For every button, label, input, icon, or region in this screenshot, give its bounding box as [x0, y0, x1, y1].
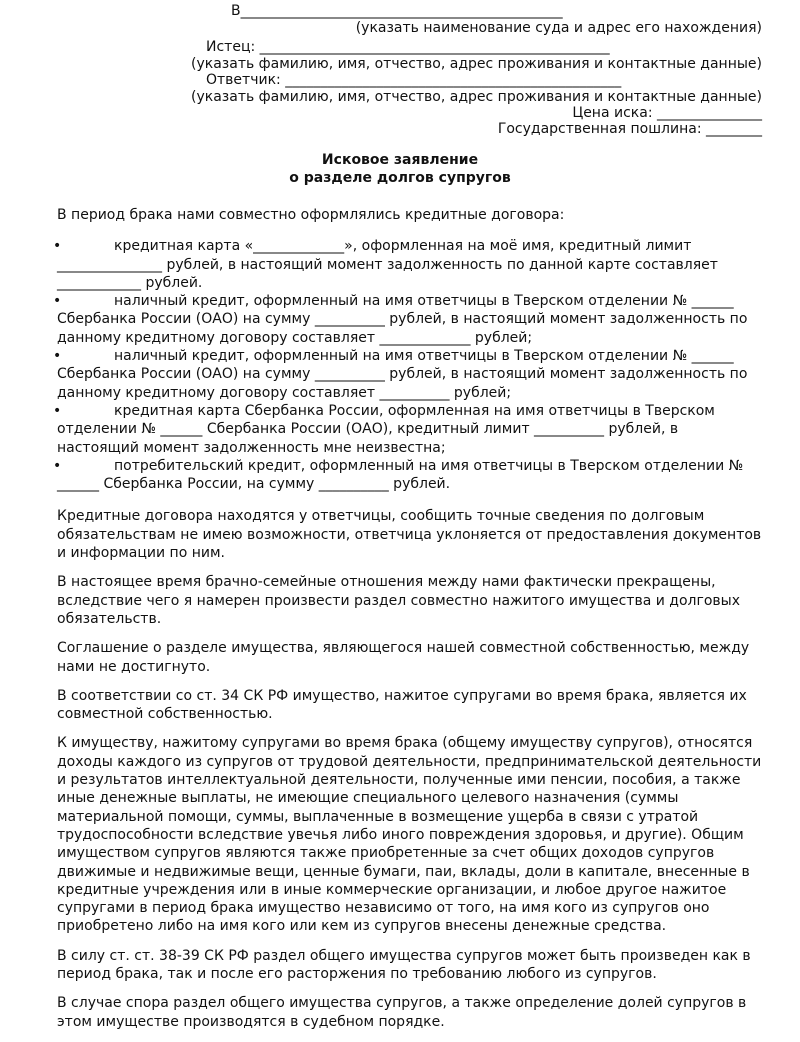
- intro-paragraph: В период брака нами совместно оформлялись кредитные договора:: [57, 207, 565, 223]
- court-hint: (указать наименование суда и адрес его нахождения): [355, 20, 762, 36]
- bullet-icon: •: [53, 457, 62, 474]
- paragraph-dispute: В случае спора раздел общего имущества супругов, а также определение долей супругов в этом имуществе производятся в судебном порядке.: [57, 995, 747, 1030]
- list-item-text: кредитная карта Сбербанка России, оформленная на имя ответчицы в Тверском отделении № ______ Сбербанка России (ОАО), кредитный лимит __________ рублей, в настоящий момент задолженность мне неизвестна;: [57, 402, 715, 456]
- list-item: [53, 292, 762, 347]
- credit-list: [53, 237, 762, 493]
- list-item: [53, 237, 762, 292]
- plaintiff-line: Истец: __________________________________________________: [206, 39, 610, 55]
- bullet-icon: •: [53, 402, 62, 419]
- paragraph-common-property: К имуществу, нажитому супругами во время брака (общему имуществу супругов), относятся доходы каждого из супругов от трудовой деятельности, предпринимательской деятельности и результатов интеллектуальной деятельности, полученные ими пенсии, пособия, а также иные денежные выплаты, не имеющие специального целевого назначения (суммы материальной помощи, суммы, выплаченные в возмещение ущерба в связи с утратой трудоспособности вследствие увечья либо иного повреждения здоровья, и другие). Общим имуществом супругов являются также приобретенные за счет общих доходов супругов движимые и недвижимые вещи, ценные бумаги, паи, вклады, доли в капитале, внесенные в кредитные учреждения или в иные коммерческие организации, и любое другое нажитое супругами в период брака имущество независимо от того, на имя кого из супругов оно приобретено либо на имя кого или кем из супругов внесены денежные средства.: [57, 735, 762, 935]
- list-item-text: наличный кредит, оформленный на имя ответчицы в Тверском отделении № ______ Сбербанка России (ОАО) на сумму __________ рублей, в настоящий момент задолженность по данному кредитному договору составляет __________ рублей;: [57, 348, 748, 401]
- list-item: [53, 347, 762, 402]
- court-line: В______________________________________________: [231, 3, 563, 19]
- document-title: Исковое заявление: [321, 152, 479, 168]
- list-item: [53, 457, 762, 494]
- document-body: [53, 206, 762, 1042]
- paragraph-agreement: Соглашение о разделе имущества, являющегося нашей совместной собственностью, между нами не достигнуто.: [57, 640, 750, 675]
- paragraph-article-34: В соответствии со ст. 34 СК РФ имущество, нажитое супругами во время брака, является их совместной собственностью.: [57, 687, 747, 723]
- defendant-hint: (указать фамилию, имя, отчество, адрес проживания и контактные данные): [191, 89, 762, 105]
- list-item: [53, 402, 762, 457]
- claim-price: Цена иска: _______________: [572, 105, 762, 121]
- defendant-line: Ответчик: ________________________________________________: [206, 72, 622, 88]
- list-item-text: наличный кредит, оформленный на имя ответчицы в Тверском отделении № ______ Сбербанка России (ОАО) на сумму __________ рублей, в настоящий момент задолженность по данному кредитному договору составляет _____________ рублей;: [57, 293, 748, 346]
- list-item-text: кредитная карта «_____________», оформленная на моё имя, кредитный лимит _______________ рублей, в настоящий момент задолженность по данной карте составляет ____________ рублей.: [57, 238, 718, 291]
- document-subtitle: о разделе долгов супругов: [289, 170, 511, 186]
- bullet-icon: •: [53, 293, 62, 310]
- bullet-icon: •: [53, 238, 62, 255]
- list-item-text: потребительский кредит, оформленный на имя ответчицы в Тверском отделении № ______ Сбербанка России, на сумму __________ рублей.: [57, 457, 744, 493]
- plaintiff-hint: (указать фамилию, имя, отчество, адрес проживания и контактные данные): [191, 56, 762, 72]
- paragraph-relations: В настоящее время брачно-семейные отношения между нами фактически прекращены, вследствие чего я намерен произвести раздел совместно нажитого имущества и долговых обязательств.: [57, 574, 740, 627]
- bullet-icon: •: [53, 348, 62, 365]
- paragraph-documents: Кредитные договора находятся у ответчицы, сообщить точные сведения по долговым обязательствам не имею возможности, ответчица уклоняется от предоставления документов и информации по ним.: [57, 508, 762, 562]
- paragraph-article-38-39: В силу ст. ст. 38-39 СК РФ раздел общего имущества супругов может быть произведен как в период брака, так и после его расторжения по требованию любого из супругов.: [57, 947, 751, 982]
- state-fee: Государственная пошлина: ________: [497, 121, 762, 137]
